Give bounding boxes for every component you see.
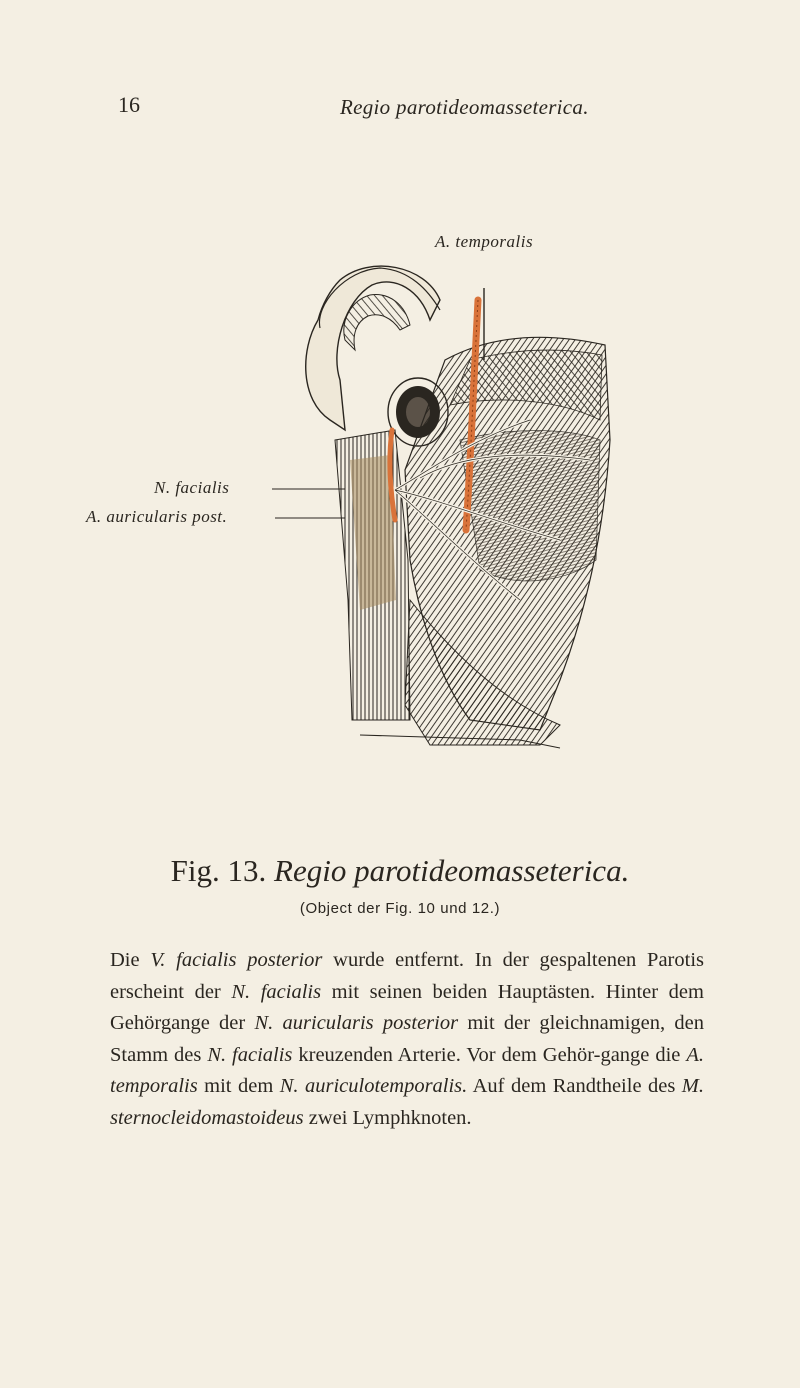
text-run: zwei Lymphknoten. — [303, 1106, 472, 1129]
caption-prefix: Fig. 13. — [170, 853, 267, 888]
label-facialis: N. facialis — [154, 478, 230, 497]
figure-subcaption: (Object der Fig. 10 und 12.) — [299, 900, 501, 917]
text-run: wurde entfernt. In der gespaltenen Parotis erscheint der — [110, 949, 704, 1003]
text-run: mit dem — [197, 1075, 280, 1097]
text-run: mit der gleichnamigen, den Stamm des — [110, 1012, 704, 1066]
text-run: N. auricularis posterior — [254, 1012, 459, 1034]
body-text — [110, 945, 704, 1134]
text-run: kreuzenden Arterie. Vor dem Gehör-gange die — [292, 1043, 687, 1066]
running-head: Regio parotideomasseterica. — [340, 95, 589, 119]
text-run: Die — [110, 949, 151, 971]
label-temporalis: A. temporalis — [435, 232, 534, 251]
text-run: V. facialis posterior — [150, 949, 323, 971]
body-paragraph — [110, 945, 704, 1134]
text-run: M. sternocleidomastoideus — [110, 1075, 704, 1129]
text-run: N. auriculotemporalis. — [279, 1075, 468, 1097]
text-run: Auf dem Randtheile des — [467, 1075, 682, 1097]
text-run: N. facialis — [231, 980, 322, 1003]
text-run: mit seinen beiden Hauptästen. Hinter dem Gehörgange der — [110, 980, 704, 1034]
figure-caption — [0, 853, 800, 889]
page-number: 16 — [118, 92, 140, 117]
label-auricularis: A. auricularis post. — [86, 507, 228, 526]
text-run: A. temporalis — [110, 1043, 704, 1097]
caption-title: Regio parotideomasseterica. — [274, 853, 630, 888]
text-run: N. facialis — [207, 1043, 293, 1066]
